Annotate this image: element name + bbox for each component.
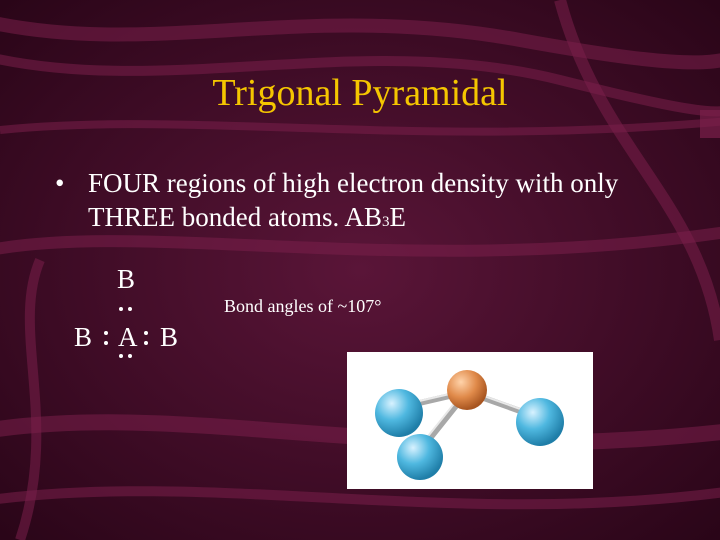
lewis-center-atom: A (118, 322, 138, 352)
lone-pair-dot (128, 354, 132, 358)
lewis-top-atom: B (117, 264, 136, 294)
formula-subscript: 3 (381, 214, 390, 230)
outer-atom-left (375, 389, 423, 437)
slide-title: Trigonal Pyramidal (212, 72, 508, 114)
bullet-marker: • (55, 168, 65, 198)
outer-atom-right (516, 398, 564, 446)
central-atom (447, 370, 487, 410)
lone-pair-dot (119, 354, 123, 358)
electron-dot (119, 307, 123, 311)
electron-dot (104, 341, 108, 345)
electron-dot (128, 307, 132, 311)
lewis-right-atom: B (160, 322, 179, 352)
bullet-text-main: FOUR regions of high electron density with only THREE bonded atoms. AB (88, 168, 619, 232)
electron-dot (144, 331, 148, 335)
outer-atom-bottom (397, 434, 443, 480)
lewis-structure (60, 262, 220, 372)
molecule-model-image (347, 352, 593, 489)
electron-dot (104, 331, 108, 335)
formula-end: E (389, 202, 406, 232)
lewis-left-atom: B (74, 322, 93, 352)
bond-angle-note: Bond angles of ~107° (224, 296, 382, 316)
electron-dot (144, 341, 148, 345)
bullet-text (88, 166, 678, 239)
ball-and-stick-model (347, 352, 593, 489)
